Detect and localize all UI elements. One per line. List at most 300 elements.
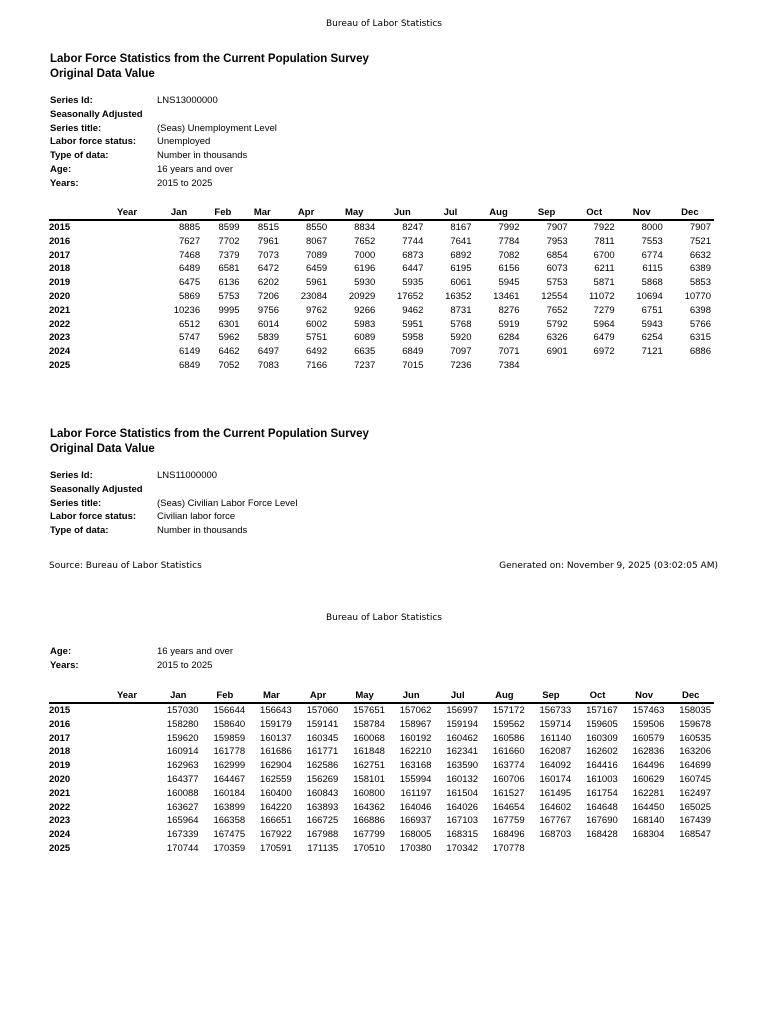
value-cell: 8167 — [450, 222, 472, 233]
value-cell: 6892 — [450, 249, 472, 261]
month-column-header: Oct — [571, 207, 618, 220]
year-cell: 2016 — [49, 718, 71, 730]
value-cell: 7097 — [450, 346, 472, 358]
value-cell: 162341 — [446, 746, 479, 758]
value-cell: 167103 — [446, 815, 479, 827]
value-cell: 162999 — [213, 760, 246, 772]
value-cell: 162559 — [260, 773, 292, 785]
month-column-header: Jan — [155, 207, 203, 220]
value-cell: 7961 — [257, 235, 280, 247]
value-cell: 7907 — [546, 222, 568, 233]
year-cell: 2016 — [49, 235, 71, 247]
value-cell: 164220 — [260, 801, 292, 813]
value-cell: 159562 — [492, 718, 525, 730]
value-cell: 167759 — [492, 815, 525, 827]
meta-value: 2015 to 2025 — [157, 177, 213, 189]
meta-value: 16 years and over — [157, 646, 234, 657]
value-cell: 161754 — [586, 787, 618, 799]
value-cell: 10694 — [636, 290, 663, 302]
value-cell: 164648 — [586, 801, 618, 813]
value-cell: 156644 — [213, 705, 246, 716]
value-cell: 8731 — [450, 304, 472, 316]
month-column-header: Apr — [282, 207, 330, 220]
meta-label: Age: — [50, 163, 72, 175]
meta-value: 16 years and over — [157, 163, 234, 175]
value-cell: 7922 — [593, 222, 615, 233]
value-cell: 7237 — [354, 359, 376, 371]
value-cell: 7652 — [546, 304, 568, 316]
value-cell: 23084 — [300, 290, 328, 302]
value-cell: 167475 — [213, 829, 246, 841]
month-column-header: Dec — [667, 690, 714, 703]
table-header-row — [49, 690, 714, 703]
table-row — [49, 345, 714, 359]
value-cell — [666, 359, 714, 373]
value-cell: 164496 — [632, 760, 665, 772]
value-cell: 6489 — [178, 263, 201, 275]
value-cell: 159605 — [586, 718, 618, 730]
value-cell: 20929 — [348, 290, 376, 302]
value-cell: 159678 — [679, 718, 711, 730]
section2-title-line2: Original Data Value — [50, 443, 155, 455]
value-cell: 5962 — [218, 332, 240, 344]
value-cell: 6014 — [257, 318, 280, 330]
meta-row — [50, 659, 233, 673]
value-cell: 7992 — [498, 222, 520, 233]
meta-row — [50, 94, 277, 108]
month-column-header: Feb — [203, 207, 242, 220]
value-cell: 10770 — [684, 290, 711, 302]
value-cell: 160706 — [492, 773, 525, 785]
value-cell: 6284 — [498, 332, 520, 344]
value-cell: 6211 — [594, 263, 615, 275]
value-cell: 8067 — [306, 235, 328, 247]
table-row — [49, 331, 714, 345]
value-cell: 160400 — [260, 787, 292, 799]
value-cell: 162963 — [166, 760, 199, 772]
value-cell: 8247 — [402, 222, 424, 233]
value-cell: 6136 — [218, 277, 240, 289]
meta-row — [50, 135, 277, 149]
value-cell: 8550 — [306, 222, 328, 233]
value-cell: 160586 — [492, 732, 525, 744]
value-cell: 6195 — [450, 263, 472, 275]
value-cell: 6462 — [218, 346, 240, 358]
value-cell: 162904 — [260, 760, 292, 772]
meta-label: Series Id: — [50, 470, 93, 481]
meta-row — [50, 469, 297, 483]
meta-label: Seasonally Adjusted — [50, 483, 143, 495]
value-cell: 165025 — [679, 801, 711, 813]
value-cell: 5853 — [689, 277, 711, 289]
year-cell: 2024 — [49, 346, 71, 358]
value-cell: 164046 — [399, 801, 432, 813]
table-row — [49, 359, 714, 373]
value-cell — [618, 359, 666, 373]
value-cell: 11072 — [588, 290, 615, 302]
section1-title — [50, 52, 369, 82]
value-cell: 6492 — [306, 346, 328, 358]
value-cell: 5935 — [402, 277, 424, 289]
source-note: Source: Bureau of Labor Statistics — [49, 561, 202, 571]
value-cell: 5983 — [354, 318, 376, 330]
value-cell: 7702 — [218, 235, 240, 247]
value-cell: 170342 — [446, 842, 479, 854]
value-cell: 5930 — [354, 277, 376, 289]
value-cell: 159714 — [539, 718, 572, 730]
value-cell: 6315 — [689, 332, 711, 344]
value-cell: 157463 — [632, 705, 665, 716]
value-cell: 163627 — [166, 801, 199, 813]
meta-row — [50, 524, 297, 538]
value-cell: 5964 — [593, 318, 615, 330]
table-row — [49, 828, 714, 842]
value-cell: 161140 — [540, 732, 572, 744]
value-cell: 159179 — [260, 718, 292, 730]
value-cell: 5919 — [498, 318, 520, 330]
value-cell: 159194 — [446, 718, 479, 730]
value-cell: 160345 — [306, 732, 339, 744]
table-row — [49, 304, 714, 318]
value-cell: 160843 — [306, 787, 339, 799]
value-cell: 17652 — [396, 290, 424, 302]
value-cell: 170359 — [213, 842, 246, 854]
value-cell: 7166 — [306, 359, 328, 371]
value-cell: 12554 — [541, 290, 568, 302]
year-cell: 2020 — [49, 290, 71, 302]
value-cell: 6901 — [546, 346, 568, 358]
value-cell: 162210 — [399, 746, 432, 758]
meta-row — [50, 497, 297, 511]
value-cell: 7073 — [257, 249, 280, 261]
value-cell: 170591 — [260, 842, 292, 854]
section2-continued-metadata — [50, 645, 233, 673]
value-cell: 164362 — [353, 801, 385, 813]
value-cell: 167988 — [306, 829, 339, 841]
value-cell: 6149 — [178, 346, 201, 358]
value-cell: 7553 — [641, 235, 663, 247]
value-cell: 157060 — [306, 705, 339, 716]
year-cell: 2022 — [49, 801, 71, 813]
value-cell: 167767 — [539, 815, 572, 827]
value-cell: 7907 — [689, 222, 711, 233]
meta-row — [50, 645, 233, 659]
meta-label: Years: — [50, 659, 79, 671]
section2-title — [50, 427, 369, 457]
year-cell: 2022 — [49, 318, 71, 330]
meta-label: Seasonally Adjusted — [50, 108, 143, 120]
value-cell: 8515 — [257, 222, 280, 233]
value-cell: 159506 — [632, 718, 665, 730]
month-column-header: Nov — [621, 690, 668, 703]
value-cell: 159859 — [213, 732, 246, 744]
year-cell: 2023 — [49, 332, 71, 344]
year-cell: 2018 — [49, 746, 71, 758]
value-cell: 164699 — [679, 760, 711, 772]
value-cell: 156643 — [260, 705, 292, 716]
value-cell: 160137 — [260, 732, 292, 744]
value-cell: 157651 — [353, 705, 385, 716]
meta-value: (Seas) Unemployment Level — [157, 122, 277, 134]
value-cell: 9756 — [257, 304, 280, 316]
value-cell: 164450 — [632, 801, 665, 813]
value-cell: 8834 — [354, 222, 376, 233]
value-cell: 160174 — [539, 773, 572, 785]
value-cell: 5869 — [178, 290, 201, 302]
value-cell: 6700 — [593, 249, 615, 261]
value-cell: 162281 — [632, 787, 665, 799]
table-row — [49, 276, 714, 290]
year-cell: 2019 — [49, 277, 71, 289]
value-cell: 7071 — [498, 346, 520, 358]
value-cell: 5839 — [257, 332, 280, 344]
value-cell: 155994 — [399, 773, 432, 785]
meta-row — [50, 510, 297, 524]
table-header-row — [49, 207, 714, 220]
value-cell: 5768 — [450, 318, 472, 330]
value-cell: 162087 — [539, 746, 572, 758]
value-cell: 160745 — [679, 773, 711, 785]
value-cell: 161527 — [492, 787, 525, 799]
value-cell: 167799 — [353, 829, 385, 841]
value-cell: 158280 — [166, 718, 199, 730]
value-cell: 164092 — [539, 760, 572, 772]
value-cell: 158784 — [353, 718, 385, 730]
value-cell: 6751 — [641, 304, 663, 316]
value-cell: 5747 — [178, 332, 201, 344]
generated-note: Generated on: November 9, 2025 (03:02:05 AM) — [499, 561, 718, 571]
value-cell: 170778 — [492, 842, 525, 854]
value-cell: 158101 — [353, 773, 385, 785]
value-cell: 6635 — [354, 346, 376, 358]
value-cell: 7015 — [402, 359, 424, 371]
value-cell: 165964 — [166, 815, 199, 827]
value-cell: 164467 — [213, 773, 246, 785]
year-cell: 2025 — [49, 842, 71, 854]
value-cell: 6849 — [178, 359, 201, 371]
table-row — [49, 249, 714, 263]
month-column-header: Jun — [388, 690, 435, 703]
value-cell — [621, 842, 668, 856]
value-cell: 166358 — [213, 815, 246, 827]
value-cell: 159141 — [306, 718, 339, 730]
value-cell: 8000 — [641, 222, 663, 233]
value-cell: 168005 — [399, 829, 432, 841]
value-cell: 5871 — [593, 277, 615, 289]
value-cell: 6512 — [178, 318, 201, 330]
value-cell: 6389 — [689, 263, 711, 275]
value-cell: 6326 — [546, 332, 568, 344]
month-column-header: Sep — [528, 690, 575, 703]
value-cell: 168304 — [632, 829, 665, 841]
month-column-header: Mar — [243, 207, 282, 220]
value-cell: 160068 — [353, 732, 385, 744]
value-cell: 6398 — [689, 304, 711, 316]
value-cell: 170380 — [399, 842, 432, 854]
month-column-header: Oct — [574, 690, 621, 703]
value-cell: 6472 — [257, 263, 280, 275]
value-cell: 163206 — [679, 746, 711, 758]
meta-label: Labor force status: — [50, 136, 137, 148]
meta-row — [50, 177, 277, 191]
value-cell: 5920 — [450, 332, 472, 344]
value-cell: 6849 — [402, 346, 424, 358]
meta-row — [50, 149, 277, 163]
table-row — [49, 773, 714, 787]
month-column-header: Mar — [248, 690, 295, 703]
value-cell: 7083 — [257, 359, 280, 371]
value-cell: 6061 — [450, 277, 472, 289]
value-cell: 162751 — [353, 760, 385, 772]
value-cell: 5792 — [546, 318, 568, 330]
value-cell: 162497 — [679, 787, 711, 799]
value-cell: 7468 — [178, 249, 201, 261]
value-cell — [571, 359, 618, 373]
value-cell: 164416 — [586, 760, 618, 772]
value-cell: 167439 — [679, 815, 711, 827]
value-cell: 7521 — [689, 235, 711, 247]
value-cell: 6886 — [689, 346, 711, 358]
value-cell: 161660 — [492, 746, 525, 758]
value-cell: 7641 — [450, 235, 472, 247]
value-cell: 160914 — [166, 746, 199, 758]
table-row — [49, 732, 714, 746]
meta-value: LNS11000000 — [157, 470, 218, 481]
year-cell: 2017 — [49, 732, 71, 744]
value-cell: 170744 — [166, 842, 199, 854]
table-row — [49, 718, 714, 732]
value-cell: 7744 — [402, 235, 424, 247]
value-cell: 6774 — [641, 249, 663, 261]
value-cell: 160800 — [353, 787, 385, 799]
year-cell: 2020 — [49, 773, 71, 785]
table-row — [49, 290, 714, 304]
value-cell: 8276 — [498, 304, 520, 316]
value-cell — [523, 359, 571, 373]
value-cell: 160184 — [213, 787, 246, 799]
value-cell: 6479 — [593, 332, 615, 344]
value-cell: 160309 — [586, 732, 618, 744]
month-column-header: May — [341, 690, 388, 703]
value-cell: 167690 — [586, 815, 618, 827]
meta-value: Civilian labor force — [157, 511, 236, 523]
value-cell: 171135 — [307, 842, 339, 854]
value-cell — [574, 842, 621, 856]
month-column-header: Jul — [426, 207, 474, 220]
value-cell: 160579 — [632, 732, 665, 744]
month-column-header: Jul — [434, 690, 481, 703]
month-column-header: May — [330, 207, 378, 220]
value-cell: 7627 — [178, 235, 201, 247]
civilian-labor-force-table — [49, 690, 714, 856]
meta-value: Number in thousands — [157, 525, 248, 537]
value-cell: 160132 — [446, 773, 479, 785]
value-cell: 161771 — [306, 746, 339, 758]
value-cell: 6002 — [306, 318, 328, 330]
value-cell: 6115 — [642, 263, 663, 275]
value-cell: 9995 — [218, 304, 240, 316]
value-cell: 158035 — [679, 705, 711, 716]
month-column-header: Apr — [295, 690, 342, 703]
value-cell: 13461 — [493, 290, 520, 302]
table-row — [49, 235, 714, 249]
meta-row — [50, 163, 277, 177]
value-cell: 7000 — [354, 249, 376, 261]
meta-value: Number in thousands — [157, 150, 248, 162]
meta-label: Series title: — [50, 122, 102, 134]
value-cell: 164602 — [539, 801, 572, 813]
meta-label: Type of data: — [50, 150, 109, 162]
section2-metadata — [50, 469, 297, 538]
value-cell: 166937 — [399, 815, 432, 827]
year-cell: 2023 — [49, 815, 71, 827]
value-cell: 156733 — [539, 705, 572, 716]
year-cell: 2024 — [49, 829, 71, 841]
section1-metadata — [50, 94, 277, 191]
meta-value: LNS13000000 — [157, 95, 218, 106]
month-column-header: Nov — [618, 207, 666, 220]
table-row — [49, 745, 714, 759]
value-cell: 160088 — [166, 787, 199, 799]
value-cell: 6632 — [689, 249, 711, 261]
value-cell: 5943 — [641, 318, 663, 330]
value-cell: 6202 — [257, 277, 280, 289]
value-cell: 5868 — [641, 277, 663, 289]
value-cell: 8885 — [178, 222, 201, 233]
value-cell: 163774 — [492, 760, 525, 772]
value-cell: 161495 — [539, 787, 572, 799]
value-cell: 6459 — [306, 263, 328, 275]
value-cell: 163168 — [399, 760, 432, 772]
value-cell: 168703 — [539, 829, 572, 841]
value-cell: 164654 — [492, 801, 525, 813]
meta-value: 2015 to 2025 — [157, 659, 213, 671]
value-cell: 162836 — [632, 746, 665, 758]
value-cell: 168315 — [446, 829, 479, 841]
year-cell: 2025 — [49, 359, 71, 371]
value-cell: 10236 — [173, 304, 201, 316]
value-cell: 6196 — [354, 263, 376, 275]
section1-title-line1: Labor Force Statistics from the Current Population Survey — [50, 53, 369, 65]
meta-value: Unemployed — [157, 136, 211, 148]
value-cell: 7236 — [450, 359, 472, 371]
value-cell: 6854 — [546, 249, 568, 261]
table-row — [49, 801, 714, 815]
value-cell: 168547 — [679, 829, 711, 841]
value-cell: 7082 — [498, 249, 520, 261]
value-cell: 8599 — [218, 222, 240, 233]
meta-value: (Seas) Civilian Labor Force Level — [157, 497, 298, 509]
value-cell: 6873 — [402, 249, 424, 261]
value-cell: 164026 — [446, 801, 479, 813]
value-cell: 6254 — [641, 332, 663, 344]
value-cell: 156997 — [446, 705, 479, 716]
meta-row — [50, 108, 277, 122]
value-cell: 7811 — [594, 235, 615, 247]
value-cell: 5753 — [218, 290, 240, 302]
value-cell: 168140 — [632, 815, 665, 827]
value-cell: 161778 — [213, 746, 246, 758]
value-cell: 158967 — [399, 718, 432, 730]
value-cell: 6972 — [593, 346, 615, 358]
value-cell: 163590 — [446, 760, 479, 772]
value-cell: 157172 — [492, 705, 525, 716]
year-cell: 2018 — [49, 263, 71, 275]
year-cell: 2021 — [49, 304, 71, 316]
table-row — [49, 703, 714, 718]
value-cell: 168496 — [492, 829, 525, 841]
meta-label: Type of data: — [50, 525, 109, 537]
